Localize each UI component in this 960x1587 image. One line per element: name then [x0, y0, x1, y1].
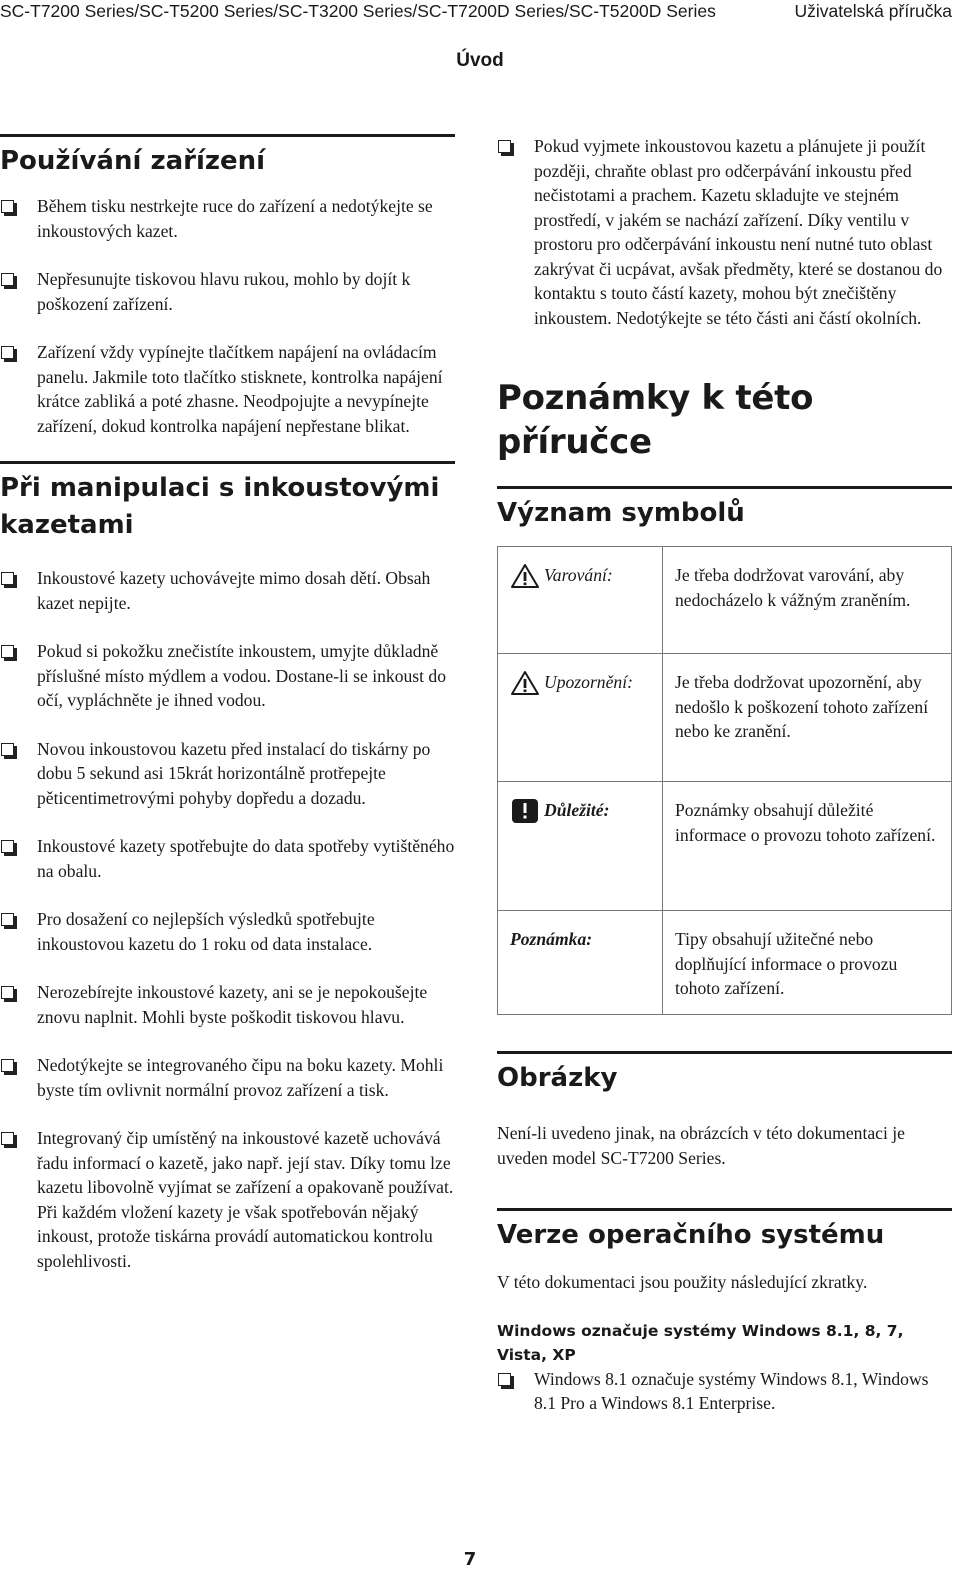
symbol-key-cell — [498, 782, 663, 911]
section-rule — [497, 1051, 952, 1054]
table-row — [498, 654, 952, 782]
header-models: SC-T7200 Series/SC-T5200 Series/SC-T3200 Series/SC-T7200D Series/SC-T5200D Series — [0, 1, 716, 21]
checkbox-bullet-icon — [1, 913, 14, 926]
table-row — [498, 547, 952, 654]
list-item: Pokud vyjmete inkoustovou kazetu a plánujete ji použít později, chraňte oblast pro odčerpávání inkoustu před nečistotami a prachem. Kazetu skladujte ve stejném prostředí, v jakém se nachází zařízení. Díky ventilu v prostoru pro odčerpávání inkoustu není nutné tuto oblast zakrývat či ucpávat, avšak předměty, které se dostanou do kontaktu s touto částí kazety, mohou být znečištěny inkoustem. Nedotýkejte se této části ani částí okolních. — [497, 134, 952, 330]
checkbox-bullet-icon — [1, 1132, 14, 1145]
symbol-key-cell — [498, 547, 663, 654]
section-title-ink-cartridges: Při manipulaci s inkoustovými kazetami — [0, 473, 440, 540]
symbol-description-cell: Tipy obsahují užitečné nebo doplňující informace o provozu tohoto zařízení. — [663, 911, 952, 1015]
left-column — [0, 134, 455, 1273]
symbol-label: Důležité: — [544, 800, 610, 820]
warning-triangle-icon — [510, 563, 540, 589]
checkbox-bullet-icon — [1, 572, 14, 585]
symbol-label: Poznámka: — [510, 929, 593, 949]
images-paragraph: Není-li uvedeno jinak, na obrázcích v této dokumentaci je uveden model SC-T7200 Series. — [497, 1123, 905, 1168]
header-section-title: Úvod — [456, 50, 504, 71]
checkbox-bullet-icon — [1, 743, 14, 756]
symbol-label: Varování: — [544, 565, 613, 585]
table-row — [498, 782, 952, 911]
section-title-images: Obrázky — [497, 1063, 618, 1093]
list-item: Integrovaný čip umístěný na inkoustové kazetě uchovává řadu informací o kazetě, jako např. její stav. Díky tomu lze kazetu libovolně vyjímat se zařízení a opakovaně používat. Při každém vložení kazety je však spotřebován nějaký inkoust, protože tiskárna provádí automatickou kontrolu spolehlivosti. — [0, 1126, 455, 1273]
list-item: Windows 8.1 označuje systémy Windows 8.1, Windows 8.1 Pro a Windows 8.1 Enterprise. — [497, 1367, 952, 1416]
section-rule — [0, 134, 455, 137]
section-rule — [0, 461, 455, 464]
checkbox-bullet-icon — [498, 1373, 511, 1386]
table-row — [498, 911, 952, 1015]
list-item: Novou inkoustovou kazetu před instalací do tiskárny po dobu 5 sekund asi 15krát horizontálně protřepejte pěticentimetrovými pohyby dopředu a dozadu. — [0, 737, 455, 811]
section-rule — [497, 486, 952, 489]
exclamation-box-icon — [510, 798, 540, 824]
warning-triangle-icon — [510, 670, 540, 696]
section-title-symbols: Význam symbolů — [497, 498, 745, 528]
checkbox-bullet-icon — [1, 840, 14, 853]
right-column — [497, 134, 952, 1416]
symbol-key-cell — [498, 654, 663, 782]
symbol-description-cell: Poznámky obsahují důležité informace o provozu tohoto zařízení. — [663, 782, 952, 911]
list-item: Pokud si pokožku znečistíte inkoustem, umyjte důkladně příslušné místo mýdlem a vodou. Dostane-li se inkoust do očí, vypláchněte je ihned vodou. — [0, 639, 455, 713]
symbol-label: Upozornění: — [544, 672, 633, 692]
symbols-table — [497, 546, 952, 1015]
section-title-os-versions: Verze operačního systému — [497, 1220, 885, 1250]
checkbox-bullet-icon — [498, 140, 511, 153]
symbol-description-cell: Je třeba dodržovat varování, aby nedocházelo k vážným zraněním. — [663, 547, 952, 654]
page-number: 7 — [463, 1549, 477, 1570]
list-item: Zařízení vždy vypínejte tlačítkem napájení na ovládacím panelu. Jakmile toto tlačítko stisknete, kontrolka napájení krátce zabliká a poté zhasne. Neodpojujte a nevypínejte zařízení, dokud kontrolka napájení nepřestane blikat. — [0, 340, 455, 438]
list-item: Pro dosažení co nejlepších výsledků spotřebujte inkoustovou kazetu do 1 roku od data instalace. — [0, 907, 455, 956]
section-rule — [497, 1208, 952, 1211]
checkbox-bullet-icon — [1, 200, 14, 213]
symbol-description-cell: Je třeba dodržovat upozornění, aby nedošlo k poškození tohoto zařízení nebo ke zranění. — [663, 654, 952, 782]
checkbox-bullet-icon — [1, 986, 14, 999]
os-paragraph: V této dokumentaci jsou použity následující zkratky. — [497, 1272, 868, 1292]
checkbox-bullet-icon — [1, 273, 14, 286]
checkbox-bullet-icon — [1, 1059, 14, 1072]
list-item: Nedotýkejte se integrovaného čipu na boku kazety. Mohli byste tím ovlivnit normální provoz zařízení a tisk. — [0, 1053, 455, 1102]
device-use-list — [0, 194, 455, 438]
os-subheading-windows: Windows označuje systémy Windows 8.1, 8, 7, Vista, XP — [497, 1321, 904, 1364]
list-item: Inkoustové kazety uchovávejte mimo dosah dětí. Obsah kazet nepijte. — [0, 566, 455, 615]
section-title-device-use: Používání zařízení — [0, 146, 266, 176]
chapter-title-manual-notes: Poznámky k této příručce — [497, 378, 814, 462]
list-item: Nerozebírejte inkoustové kazety, ani se je nepokoušejte znovu naplnit. Mohli byste poškodit tiskovou hlavu. — [0, 980, 455, 1029]
os-windows-list — [497, 1367, 952, 1416]
list-item: Nepřesunujte tiskovou hlavu rukou, mohlo by dojít k poškození zařízení. — [0, 267, 455, 316]
checkbox-bullet-icon — [1, 346, 14, 359]
checkbox-bullet-icon — [1, 645, 14, 658]
list-item: Inkoustové kazety spotřebujte do data spotřeby vytištěného na obalu. — [0, 834, 455, 883]
header-guide-title: Uživatelská příručka — [794, 1, 952, 21]
list-item: Během tisku nestrkejte ruce do zařízení a nedotýkejte se inkoustových kazet. — [0, 194, 455, 243]
ink-cartridges-list — [0, 566, 455, 1273]
cartridge-storage-list — [497, 134, 952, 330]
symbol-key-cell — [498, 911, 663, 1015]
